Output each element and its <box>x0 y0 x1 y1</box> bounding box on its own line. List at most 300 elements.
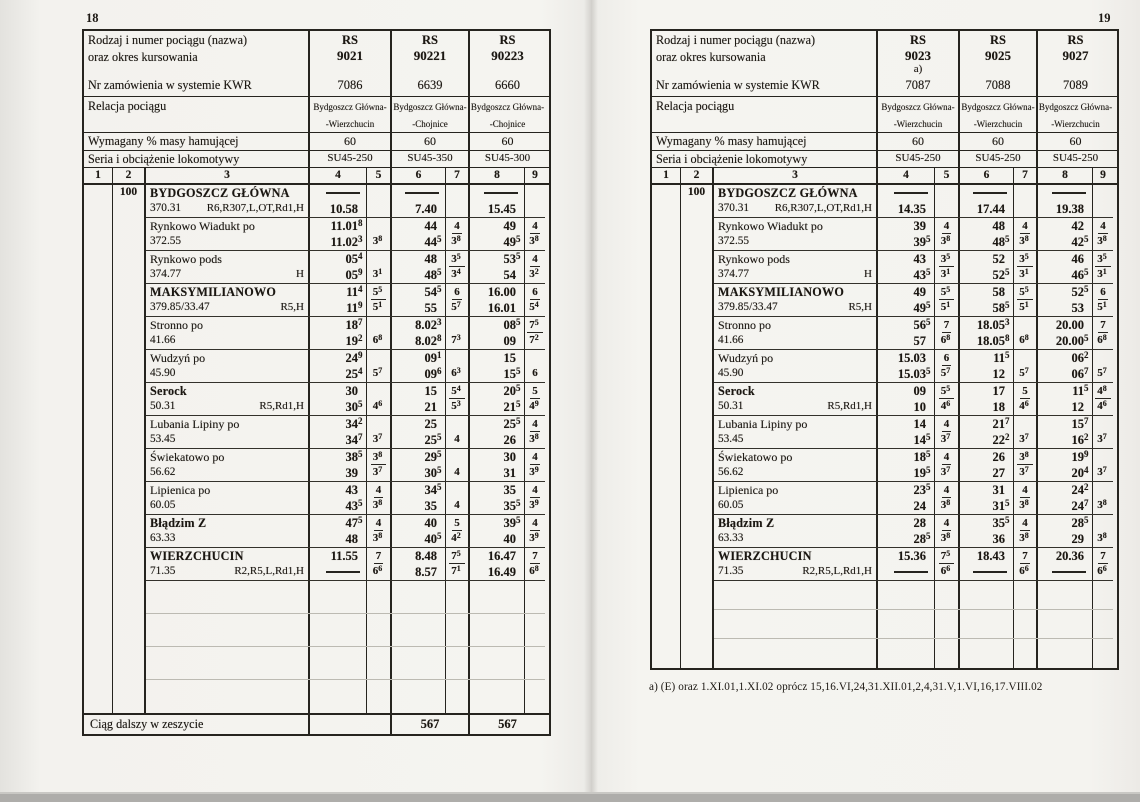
runtime-cell <box>935 449 960 481</box>
time-cell <box>310 284 367 316</box>
arrival-time <box>310 449 366 465</box>
empty-row <box>146 581 545 614</box>
runtime-top <box>455 483 459 498</box>
empty-time-cell <box>1038 610 1093 638</box>
station-km-line <box>150 465 308 481</box>
arrival-time <box>878 317 934 333</box>
time-main: 49 <box>503 235 516 249</box>
continuation-cell <box>310 715 392 734</box>
time-main: 49 <box>913 285 926 299</box>
time-cell <box>310 548 367 580</box>
time-main: 22 <box>992 433 1005 447</box>
time-superscript: 5 <box>516 251 521 261</box>
runtime-bottom <box>1017 399 1033 414</box>
runtime-main: 7 <box>943 319 950 331</box>
station-symbols: R6,R307,L,OT,Rd1,H <box>774 202 872 214</box>
column-number: 3 <box>792 169 798 181</box>
arrival-time <box>310 251 366 267</box>
arrival-time <box>878 350 934 366</box>
time-main: 11.01 <box>330 219 358 233</box>
time-main: 20 <box>1071 466 1084 480</box>
runtime-cell <box>935 317 960 349</box>
time-main: 09 <box>424 367 437 381</box>
runtime-cell <box>1014 449 1038 481</box>
runtime-superscript: 7 <box>1102 432 1107 441</box>
column-number-row <box>84 168 549 185</box>
runtime-main: 3 <box>1097 235 1103 247</box>
runtime-bottom <box>939 564 955 579</box>
station-km-line <box>150 300 308 316</box>
time-superscript: 5 <box>1084 383 1089 393</box>
runtime-cell <box>367 383 392 415</box>
runtime-bottom <box>527 564 543 579</box>
time-main: 42 <box>1071 235 1084 249</box>
time-cell <box>392 350 446 382</box>
loco-series-cell <box>392 151 470 167</box>
runtime-main: 7 <box>451 565 457 577</box>
time-cell <box>310 383 367 415</box>
time-main: 25 <box>503 417 516 431</box>
runtime-main: 3 <box>529 499 535 511</box>
train-note: a) <box>913 63 923 75</box>
column-number-cell <box>146 168 310 183</box>
brake-mass-cell <box>310 133 392 150</box>
train-type: RS <box>499 33 516 47</box>
column-number-cell <box>84 168 113 183</box>
train-type: RS <box>910 33 926 47</box>
runtime-superscript: 5 <box>456 252 461 261</box>
empty-runtime-cell <box>446 614 470 646</box>
runtime-cell <box>446 317 470 349</box>
runtime-superscript: 1 <box>378 300 383 309</box>
train-number: 90223 <box>491 48 524 63</box>
arrival-time <box>1038 185 1092 201</box>
station-cell <box>714 548 878 580</box>
station-row <box>714 284 1113 317</box>
time-main: 42 <box>1071 219 1084 233</box>
time-main: 54 <box>424 285 437 299</box>
runtime-bottom <box>1095 234 1111 249</box>
runtime-superscript: 7 <box>946 432 951 441</box>
station-name: Stronno po <box>150 318 204 332</box>
time-main: 18.05 <box>976 318 1005 332</box>
time-main: 28 <box>913 516 926 530</box>
column-number: 4 <box>903 169 909 181</box>
departure-time <box>1038 465 1092 481</box>
runtime-main: 4 <box>1097 400 1103 412</box>
station-km-line <box>718 531 876 547</box>
column-number: 2 <box>693 169 700 181</box>
time-superscript: 5 <box>926 317 931 327</box>
station-cell <box>714 416 878 448</box>
runtime-bottom <box>1017 267 1033 282</box>
time-superscript: 5 <box>516 416 521 426</box>
time-superscript: 5 <box>1005 498 1010 508</box>
departure-time <box>878 267 934 283</box>
runtime-main: 6 <box>943 352 950 364</box>
runtime-bottom <box>371 531 387 546</box>
runtime-top <box>1101 186 1105 201</box>
departure-time <box>392 366 445 382</box>
runtime-bottom <box>371 465 387 480</box>
runtime-main: 4 <box>454 220 460 232</box>
relation-cell <box>470 97 545 132</box>
time-main: 58 <box>992 301 1005 315</box>
loco-series-value: SU45-250 <box>895 152 941 164</box>
relation-label: Relacja pociągu <box>88 99 167 113</box>
empty-time-cell <box>878 610 935 638</box>
loco-series-value: SU45-300 <box>484 152 531 164</box>
train-header-cell <box>392 31 470 96</box>
column-number: 7 <box>454 169 460 181</box>
runtime-bottom <box>449 564 465 579</box>
runtime-cell <box>1093 548 1113 580</box>
runtime-main: 5 <box>1019 301 1025 313</box>
runtime-superscript: 7 <box>378 366 383 375</box>
train-type: RS <box>1067 33 1084 47</box>
runtime-top <box>945 186 949 201</box>
station-row <box>714 449 1113 482</box>
time-superscript: 5 <box>1005 350 1010 360</box>
time-main: 44 <box>424 219 437 233</box>
runtime-superscript: 8 <box>534 234 539 243</box>
station-name: BYDGOSZCZ GŁÓWNA <box>150 186 290 200</box>
runtime-main: 5 <box>1019 367 1025 379</box>
runtime-main: 5 <box>940 286 947 298</box>
time-main: 8.02 <box>415 318 437 332</box>
runtime-superscript: 8 <box>1102 234 1107 243</box>
brake-mass-value: 60 <box>912 134 924 148</box>
departure-time <box>960 201 1013 217</box>
time-superscript: 5 <box>437 284 442 294</box>
time-superscript: 5 <box>926 432 931 442</box>
brake-mass-label: Wymagany % masy hamującej <box>656 134 807 148</box>
time-cell <box>310 482 367 514</box>
loco-series-label-cell <box>652 151 878 167</box>
time-main: 09 <box>503 334 516 348</box>
brake-mass-value: 60 <box>992 134 1004 148</box>
time-main: 09 <box>424 351 437 365</box>
body-col-1 <box>84 185 113 713</box>
runtime-cell <box>446 449 470 481</box>
empty-row <box>714 610 1113 639</box>
empty-time-cell <box>470 647 525 679</box>
empty-time-cell <box>392 614 446 646</box>
time-cell <box>470 383 525 415</box>
runtime-bottom <box>371 300 387 315</box>
runtime-main: 5 <box>532 385 538 397</box>
departure-time <box>310 432 366 448</box>
train-header-cell <box>960 31 1038 96</box>
time-superscript: 5 <box>358 498 363 508</box>
runtime-cell <box>367 515 392 547</box>
runtime-main: 5 <box>529 301 535 313</box>
train-period-label: oraz okres kursowania <box>88 50 198 64</box>
runtime-cell <box>935 416 960 448</box>
runtime-bottom <box>452 432 462 447</box>
time-cell <box>392 251 446 283</box>
runtime-main: 5 <box>1019 286 1025 298</box>
time-cell <box>1038 185 1093 217</box>
runtime-bottom <box>1095 333 1111 348</box>
column-number-cell <box>1038 168 1093 183</box>
empty-runtime-cell <box>525 614 545 646</box>
departure-time <box>392 267 445 283</box>
brake-mass-row <box>652 133 1117 151</box>
time-superscript: 5 <box>516 399 521 409</box>
runtime-bottom <box>1017 366 1033 381</box>
station-row <box>714 185 1113 218</box>
time-cell <box>1038 548 1093 580</box>
runtime-main: 3 <box>451 268 457 280</box>
departure-time <box>310 564 366 580</box>
time-cell <box>470 515 525 547</box>
runtime-main: 5 <box>940 367 947 379</box>
time-main: 31 <box>992 499 1005 513</box>
departure-time <box>960 399 1013 415</box>
runtime-cell <box>446 515 470 547</box>
runtime-bottom <box>1017 531 1033 546</box>
time-main: 40 <box>424 532 437 546</box>
station-name: Rynkowo pods <box>718 252 790 266</box>
time-superscript: 2 <box>358 333 363 343</box>
station-row <box>146 383 545 416</box>
loco-series-cell <box>960 151 1038 167</box>
train-kind-label: Rodzaj i numer pociągu (nazwa) <box>88 33 248 47</box>
time-main: 48 <box>424 252 437 266</box>
brake-mass-cell <box>470 133 545 150</box>
time-superscript: 5 <box>926 234 931 244</box>
time-cell <box>392 482 446 514</box>
arrival-time <box>878 548 934 564</box>
arrival-time <box>470 449 524 465</box>
arrival-time <box>392 449 445 465</box>
column-number-cell <box>392 168 446 183</box>
runtime-bottom <box>371 432 387 447</box>
runtime-cell <box>1014 416 1038 448</box>
arrival-time <box>1038 548 1092 564</box>
station-km-line <box>718 234 876 250</box>
runtime-main: 3 <box>940 235 947 247</box>
runtime-superscript: 5 <box>378 285 383 294</box>
arrival-time <box>960 482 1013 498</box>
runtime-superscript: 7 <box>378 465 383 474</box>
runtime-bottom <box>527 465 543 480</box>
time-main: 11 <box>346 285 358 299</box>
arrival-time <box>392 350 445 366</box>
station-km-line <box>718 399 876 415</box>
loco-series-label: Seria i obciążenie lokomotywy <box>88 152 240 166</box>
runtime-superscript: 1 <box>378 267 383 276</box>
runtime-superscript: 8 <box>1024 333 1029 342</box>
time-main: 43 <box>913 268 926 282</box>
runtime-bottom <box>455 201 459 216</box>
departure-time <box>392 201 445 217</box>
time-main: 15.45 <box>487 202 516 216</box>
runtime-cell <box>446 383 470 415</box>
runtime-superscript: 5 <box>946 384 951 393</box>
runtime-superscript: 8 <box>946 333 951 342</box>
time-main: 57 <box>913 334 926 348</box>
time-main: 44 <box>424 235 437 249</box>
time-cell <box>310 317 367 349</box>
runtime-bottom <box>939 432 955 447</box>
arrival-time <box>392 317 445 333</box>
runtime-superscript: 9 <box>534 531 539 540</box>
departure-time <box>310 465 366 481</box>
runtime-cell <box>1014 251 1038 283</box>
arrival-time <box>310 416 366 432</box>
time-main: 53 <box>503 252 516 266</box>
runtime-cell <box>367 317 392 349</box>
empty-runtime-cell <box>446 581 470 613</box>
station-cell <box>714 251 878 283</box>
runtime-main: 5 <box>372 367 379 379</box>
station-row <box>146 416 545 449</box>
runtime-cell <box>1093 185 1113 217</box>
departure-time <box>878 498 934 514</box>
runtime-superscript: 4 <box>534 300 539 309</box>
arrival-time <box>1038 449 1092 465</box>
empty-runtime-cell <box>935 639 960 668</box>
station-cell <box>714 350 878 382</box>
runtime-bottom <box>1095 399 1111 414</box>
runtime-cell <box>525 350 545 382</box>
column-number: 5 <box>375 169 382 181</box>
dash-mark <box>326 571 360 573</box>
column-number-cell <box>310 168 367 183</box>
loco-series-value: SU45-250 <box>975 152 1021 164</box>
runtime-cell <box>525 383 545 415</box>
arrival-time <box>392 548 445 564</box>
time-main: 06 <box>1071 367 1084 381</box>
runtime-bottom <box>939 234 955 249</box>
station-cell <box>146 416 310 448</box>
time-main: 43 <box>345 499 358 513</box>
departure-time <box>392 531 445 547</box>
runtime-superscript: 6 <box>946 564 951 573</box>
departure-time <box>1038 300 1092 316</box>
station-cell <box>714 482 878 514</box>
time-main: 30 <box>503 450 516 464</box>
departure-time <box>960 498 1013 514</box>
runtime-superscript: 1 <box>1024 300 1029 309</box>
time-cell <box>470 251 525 283</box>
time-main: 36 <box>992 532 1005 546</box>
runtime-superscript: 8 <box>534 432 539 441</box>
station-row <box>146 284 545 317</box>
runtime-cell <box>935 383 960 415</box>
time-main: 06 <box>1071 351 1084 365</box>
arrival-time <box>960 515 1013 531</box>
time-cell <box>1038 317 1093 349</box>
empty-time-cell <box>960 639 1014 668</box>
runtime-bottom <box>371 234 387 249</box>
dash-mark <box>973 571 1007 573</box>
runtime-bottom <box>527 333 543 348</box>
time-superscript: 5 <box>437 465 442 475</box>
brake-mass-value: 60 <box>424 134 436 148</box>
time-main: 12 <box>1071 400 1084 414</box>
station-km: 63.33 <box>718 532 744 544</box>
station-km: 370.31 <box>718 202 750 214</box>
runtime-main: 3 <box>940 532 947 544</box>
time-main: 24 <box>1071 483 1084 497</box>
runtime-main: 4 <box>375 517 382 529</box>
departure-time <box>1038 201 1092 217</box>
column-number: 8 <box>1062 169 1068 181</box>
departure-time <box>1038 234 1092 250</box>
time-main: 27 <box>992 466 1005 480</box>
empty-station-cell <box>714 581 878 609</box>
header-band-row <box>652 31 1117 97</box>
station-name: Świekatowo po <box>150 450 225 464</box>
runtime-bottom <box>939 531 955 546</box>
runtime-cell <box>935 284 960 316</box>
runtime-superscript: 4 <box>456 267 461 276</box>
time-main: 46 <box>1071 252 1084 266</box>
runtime-cell <box>525 449 545 481</box>
empty-time-cell <box>1038 581 1093 609</box>
time-cell <box>470 482 525 514</box>
time-superscript: 5 <box>926 465 931 475</box>
column-number-cell <box>367 168 392 183</box>
runtime-main: 3 <box>529 466 535 478</box>
time-main: 18 <box>345 318 358 332</box>
loco-series-label: Seria i obciążenie lokomotywy <box>656 152 808 166</box>
departure-time <box>310 201 366 217</box>
arrival-time <box>470 317 524 333</box>
station-km-line <box>718 498 876 514</box>
time-main: 16.49 <box>487 565 516 579</box>
runtime-main: 7 <box>940 550 947 562</box>
runtime-cell <box>935 218 960 250</box>
time-cell <box>392 284 446 316</box>
station-name: WIERZCHUCIN <box>718 549 812 563</box>
departure-time <box>310 498 366 514</box>
departure-time <box>470 201 524 217</box>
runtime-cell <box>1014 350 1038 382</box>
runtime-superscript: 7 <box>1024 432 1029 441</box>
runtime-superscript: 1 <box>946 300 951 309</box>
runtime-main: 4 <box>532 451 538 463</box>
runtime-bottom <box>527 531 543 546</box>
runtime-main: 4 <box>943 517 950 529</box>
time-main: 35 <box>503 483 516 497</box>
runtime-main: 3 <box>529 532 535 544</box>
time-cell <box>960 515 1014 547</box>
empty-runtime-cell <box>446 680 470 713</box>
runtime-top <box>455 417 459 432</box>
station-name: Lipienica po <box>150 483 211 497</box>
station-row <box>146 350 545 383</box>
station-cell <box>714 284 878 316</box>
time-cell <box>310 185 367 217</box>
time-superscript: 8 <box>437 333 442 343</box>
departure-time <box>1038 564 1092 580</box>
time-superscript: 5 <box>1084 267 1089 277</box>
time-superscript: 5 <box>358 515 363 525</box>
kwr-order-number: 7089 <box>1063 78 1088 92</box>
continuation-cell <box>392 715 470 734</box>
runtime-main: 4 <box>1097 385 1103 397</box>
time-superscript: 4 <box>358 284 363 294</box>
runtime-main: 3 <box>1097 466 1103 478</box>
runtime-bottom <box>1017 300 1033 315</box>
dash-mark <box>326 192 360 194</box>
runtime-main: 7 <box>451 550 457 562</box>
station-symbols: R5,H <box>848 301 872 313</box>
